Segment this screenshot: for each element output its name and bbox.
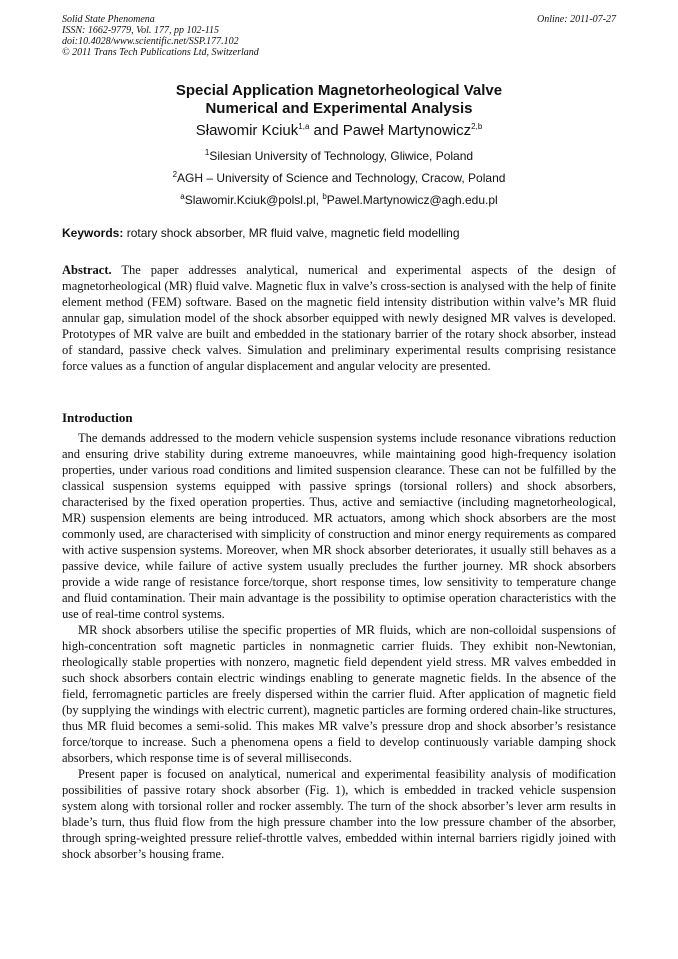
affiliation-1-text: Silesian University of Technology, Gliwice, Poland bbox=[209, 149, 474, 163]
intro-paragraph-3: Present paper is focused on analytical, numerical and experimental feasibility analysis of modification possibilities of passive rotary shock absorber (Fig. 1), which is embedded in tracked vehicle suspension system along with torsional roller and rocker assembly. The turn of the shock absorber’s lever arm results in blade’s turn, thus fluid flow from the high pressure chamber into the low pressure chamber of the absorber, through spring-weighted pressure relief-throttle valves, embedded within internal barriers rigidly joined with shock absorber’s housing frame. bbox=[62, 767, 616, 861]
affiliation-2 bbox=[62, 171, 616, 185]
email-a[interactable]: Slawomir.Kciuk@polsl.pl, bbox=[184, 193, 323, 207]
authors-line bbox=[62, 122, 616, 140]
affiliation-2-text: AGH – University of Science and Technology, Cracow, Poland bbox=[177, 171, 506, 185]
abstract bbox=[62, 262, 616, 374]
introduction-body bbox=[62, 430, 616, 862]
online-date: Online: 2011-07-27 bbox=[537, 14, 616, 25]
doi-line: doi:10.4028/www.scientific.net/SSP.177.102 bbox=[62, 36, 239, 47]
author-2: Paweł Martynowicz bbox=[342, 122, 472, 139]
abstract-label: Abstract. bbox=[62, 263, 112, 277]
journal-header bbox=[62, 14, 616, 58]
abstract-text: The paper addresses analytical, numerical and experimental aspects of the design of magnetorheological (MR) fluid valve. Magnetic flux in valve’s cross-section is analysed with the help of finite element method (FEM) software. Based on the magnetic field intensity distribution within valve’s MR fluid annular gap, simulation model of the shock absorber equipped with newly designed MR valves is developed. Prototypes of MR valve are built and embedded in the stationary barrier of the rotary shock absorber, instead of standard, passive check valves. Simulation and preliminary experimental results comprising resistance force values as a function of angular displacement and angular velocity are presented. bbox=[62, 263, 616, 373]
affiliation-2-sup: 2 bbox=[172, 170, 178, 179]
keywords bbox=[62, 226, 616, 240]
section-heading-introduction: Introduction bbox=[62, 410, 133, 425]
affiliation-1-sup: 1 bbox=[204, 148, 210, 157]
author-and: and bbox=[309, 122, 343, 139]
issn-line: ISSN: 1662-9779, Vol. 177, pp 102-115 bbox=[62, 25, 220, 36]
title-line-2: Numerical and Experimental Analysis bbox=[205, 100, 473, 117]
keywords-label: Keywords: bbox=[62, 226, 124, 240]
journal-name: Solid State Phenomena bbox=[62, 14, 155, 25]
intro-paragraph-1: The demands addressed to the modern vehicle suspension systems include resonance vibrations reduction and ensuring drive stability during extreme manoeuvres, while maintaining good high-frequency isolation properties, under various road conditions and limited suspension clearance. These can not be fulfilled by the classical suspension systems equipped with passive springs (torsional rollers) and shock absorbers, characterised by the fixed operation properties. Thus, active and semiactive (including magnetorheological, MR) suspension elements are being introduced. MR actuators, among which shock absorbers are the most commonly used, are characterised with simplicity of construction and minor energy requirements as compared with active suspension systems. Moreover, when MR shock absorber deteriorates, it usually still behaves as a passive device, while failure of active system usually precludes the further journey. MR shock absorbers provide a wide range of resistance force/torque, short response times, low sensitivity to temperature change and fluid contamination. Their main advantage is the possibility to optimise operation characteristics with the use of real-time control systems. bbox=[62, 431, 616, 621]
intro-paragraph-2: MR shock absorbers utilise the specific properties of MR fluids, which are non-colloidal suspensions of high-concentration soft magnetic particles in nonmagnetic carrier fluids. They exhibit non-Newtonian, rheologically stable properties with nonzero, magnetic field dependent yield stress. MR valves embedded in such shock absorbers contain electric windings enabling to generate magnetic fields. In the absence of the field, ferromagnetic particles are freely dispersed within the carrier fluid. After application of magnetic field (by supplying the windings with electric current), magnetic particles are forming ordered chain-like structures, thus MR fluid becomes a semi-solid. This makes MR valve’s pressure drop and shock absorber’s resistance force/torque to increase. Such a phenomena opens a field to develop continuously variable damping shock absorbers, which response time is of several milliseconds. bbox=[62, 623, 616, 765]
email-b-sup: b bbox=[322, 192, 327, 201]
author-2-sup: 2,b bbox=[471, 122, 483, 131]
author-1-sup: 1,a bbox=[298, 122, 310, 131]
email-line bbox=[62, 193, 616, 207]
email-a-sup: a bbox=[180, 192, 185, 201]
keywords-text: rotary shock absorber, MR fluid valve, magnetic field modelling bbox=[123, 226, 460, 240]
email-b[interactable]: Pawel.Martynowicz@agh.edu.pl bbox=[326, 193, 498, 207]
title-line-1: Special Application Magnetorheological Valve bbox=[175, 82, 503, 99]
paper-title bbox=[62, 82, 616, 118]
copyright-line: © 2011 Trans Tech Publications Ltd, Switzerland bbox=[62, 47, 259, 58]
author-1: Sławomir Kciuk bbox=[195, 122, 299, 139]
affiliation-1 bbox=[62, 149, 616, 163]
